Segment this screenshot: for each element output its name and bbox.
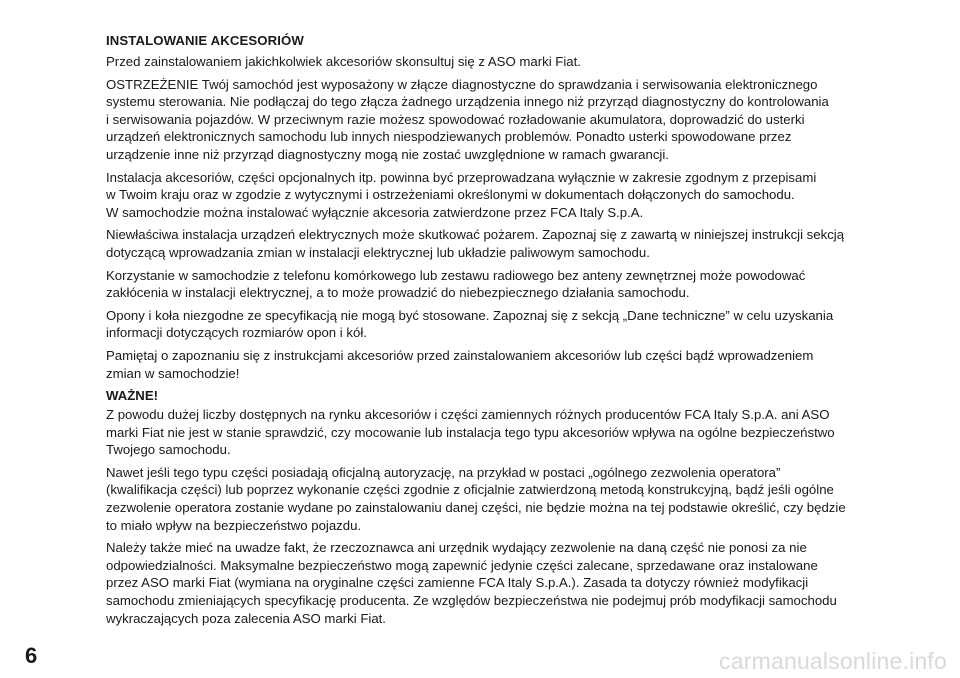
- important-subheading: WAŻNE!: [106, 388, 159, 404]
- paragraph: Przed zainstalowaniem jakichkolwiek akcesoriów skonsultuj się z ASO marki Fiat.: [106, 54, 581, 69]
- paragraph: Nawet jeśli tego typu części posiadają oficjalną autoryzację, na przykład w postaci „ogólnego zezwolenia operatora” (kwalifikacja części) lub poprzez wykonanie części zgodnie z oficjalnie zatwierdzoną metodą konstrukcyjną, bądź jeśli ogólne zezwolenie operatora zostanie wydane po zainstalowaniu danej części, nie będzie można na tej podstawie określić, czy będzie to miało wpływ na bezpieczeństwo pojazdu.: [106, 464, 846, 533]
- paragraph: Instalacja akcesoriów, części opcjonalnych itp. powinna być przeprowadzana wyłącznie w zakresie zgodnym z przepisami w Twoim kraju oraz w zgodzie z wytycznymi i ostrzeżeniami określonymi w dokumentach dołączonych do samochodu. W samochodzie można instalować wyłącznie akcesoria zatwierdzone przez FCA Italy S.p.A.: [106, 169, 817, 220]
- watermark: carmanualsonline.info: [719, 648, 947, 674]
- paragraph: Pamiętaj o zapoznaniu się z instrukcjami akcesoriów przed zainstalowaniem akcesoriów lub części bądź wprowadzeniem zmian w samochodzie!: [106, 347, 814, 381]
- paragraph-warning: OSTRZEŻENIE Twój samochód jest wyposażony w złącze diagnostyczne do sprawdzania i serwisowania elektronicznego systemu sterowania. Nie podłączaj do tego złącza żadnego urządzenia innego niż przyrząd diagnostyczny do kontrolowania i serwisowania pojazdów. W przeciwnym razie możesz spowodować rozładowanie akumulatora, doprowadzić do usterki urządzeń elektronicznych samochodu lub innych niespodziewanych problemów. Ponadto usterki spowodowane przez urządzenie inne niż przyrząd diagnostyczny mogą nie zostać uwzględnione w ramach gwarancji.: [106, 76, 829, 162]
- paragraph: Opony i koła niezgodne ze specyfikacją nie mogą być stosowane. Zapoznaj się z sekcją „Dane techniczne” w celu uzyskania informacji dotyczących rozmiarów opon i kół.: [106, 307, 834, 341]
- section-heading: INSTALOWANIE AKCESORIÓW: [106, 33, 304, 48]
- document-body: [106, 32, 906, 632]
- paragraph: Należy także mieć na uwadze fakt, że rzeczoznawca ani urzędnik wydający zezwolenie na daną część nie ponosi za nie odpowiedzialności. Maksymalne bezpieczeństwo mogą zapewnić jedynie części zalecane, sprzedawane oraz instalowane przez ASO marki Fiat (wymiana na oryginalne części zamienne FCA Italy S.p.A.). Zasada ta dotyczy również modyfikacji samochodu zmieniających specyfikację producenta. Ze względów bezpieczeństwa nie podejmuj prób modyfikacji samochodu wykraczających poza zalecenia ASO marki Fiat.: [106, 540, 837, 626]
- paragraph: Korzystanie w samochodzie z telefonu komórkowego lub zestawu radiowego bez anteny zewnętrznej może powodować zakłócenia w instalacji elektrycznej, a to może prowadzić do niebezpiecznego działania samochodu.: [106, 267, 806, 301]
- page-number: 6: [25, 643, 38, 668]
- paragraph: Z powodu dużej liczby dostępnych na rynku akcesoriów i części zamiennych różnych producentów FCA Italy S.p.A. ani ASO marki Fiat nie jest w stanie sprawdzić, czy mocowanie lub instalacja tego typu akcesoriów wpływa na ogólne bezpieczeństwo Twojego samochodu.: [106, 407, 835, 458]
- paragraph: Niewłaściwa instalacja urządzeń elektrycznych może skutkować pożarem. Zapoznaj się z zawartą w niniejszej instrukcji sekcją dotyczącą wprowadzania zmian w instalacji elektrycznej lub układzie paliwowym samochodu.: [106, 227, 845, 260]
